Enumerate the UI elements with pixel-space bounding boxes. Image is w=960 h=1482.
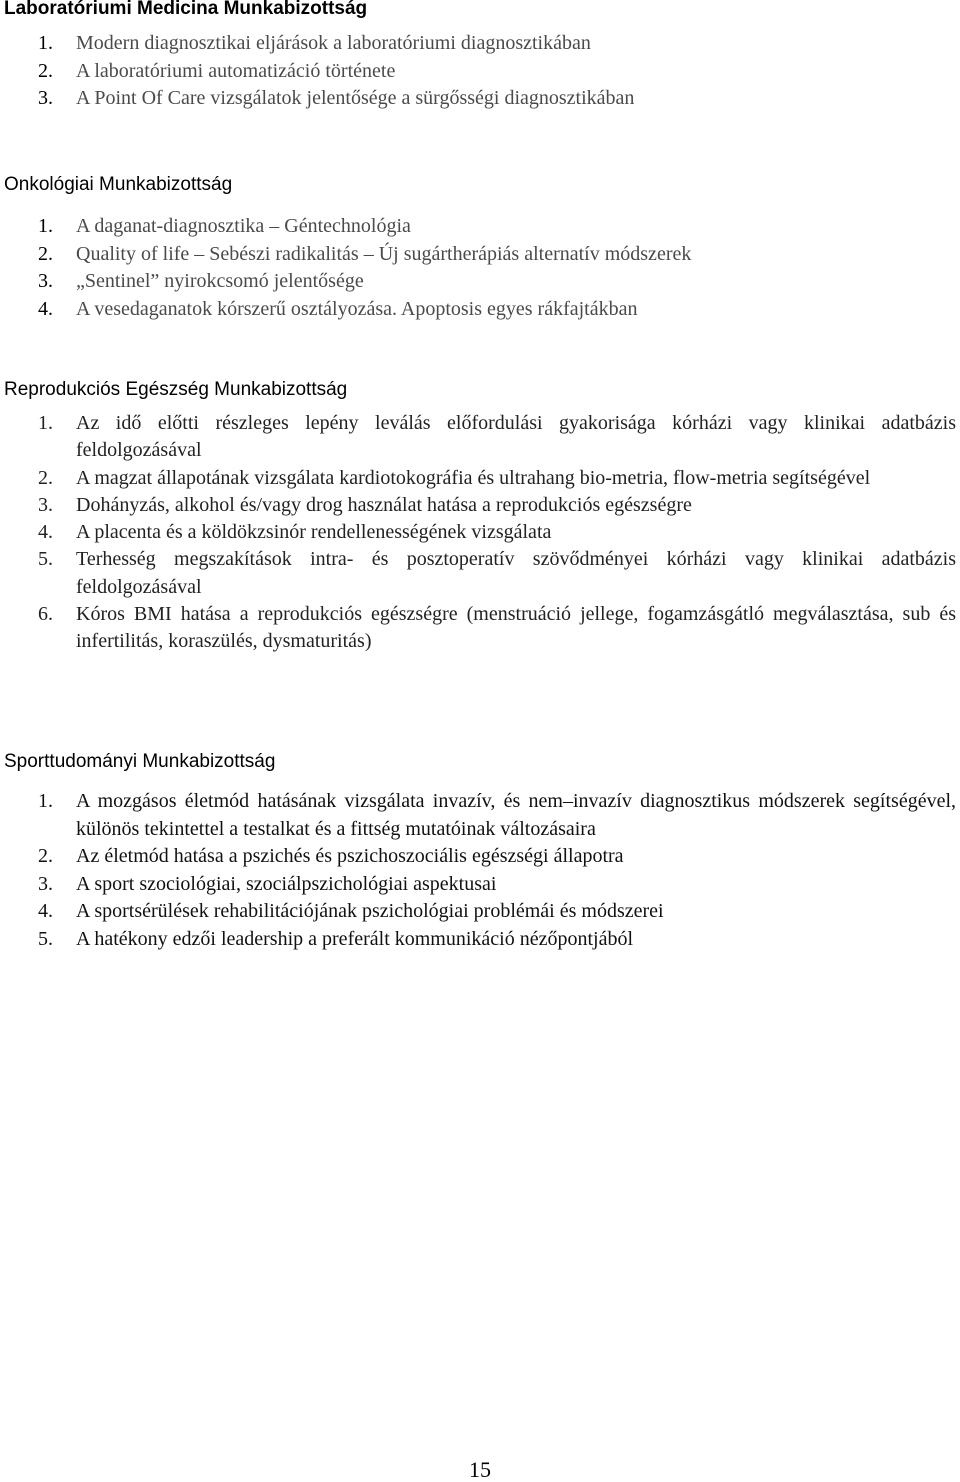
list-item-number: 6. xyxy=(38,603,53,626)
list-item xyxy=(0,843,960,871)
section-title: Reprodukciós Egészség Munkabizottság xyxy=(4,379,348,400)
list-item-text: A mozgásos életmód hatásának vizsgálata invazív, és nem–invazív diagnosztikus módszerek segítségével, különös tekintettel a testalkat és a fittség mutatóinak változásaira xyxy=(76,790,956,840)
topic-list xyxy=(0,30,960,113)
list-item-number: 3. xyxy=(38,87,53,109)
list-item-text: A hatékony edzői leadership a preferált kommunikáció nézőpontjából xyxy=(76,927,634,950)
list-item-text: A placenta és a köldökzsinór rendellenességének vizsgálata xyxy=(76,521,552,544)
list-item-number: 1. xyxy=(38,32,53,54)
list-item-text: Az idő előtti részleges lepény leválás előfordulási gyakorisága kórházi vagy klinikai adatbázis feldolgozásával xyxy=(76,412,956,462)
section-sports-science xyxy=(0,750,960,953)
list-item-text: Terhesség megszakítások intra- és posztoperatív szövődményei kórházi vagy klinikai adatbázis feldolgozásával xyxy=(76,548,956,598)
section-reproductive-health xyxy=(0,378,960,656)
list-item xyxy=(0,492,960,519)
list-item xyxy=(0,546,960,601)
list-item-number: 1. xyxy=(38,215,53,237)
list-item-number: 3. xyxy=(38,872,53,895)
list-item xyxy=(0,788,960,843)
topic-list xyxy=(0,213,960,323)
list-item-number: 2. xyxy=(38,845,53,867)
section-title: Sporttudományi Munkabizottság xyxy=(4,751,276,772)
list-item xyxy=(0,871,960,899)
list-item-number: 4. xyxy=(38,900,53,922)
list-item xyxy=(0,296,960,324)
list-item xyxy=(0,213,960,241)
list-item-text: A sportsérülések rehabilitációjának pszichológiai problémái és módszerei xyxy=(76,900,664,922)
section-laboratory-medicine xyxy=(0,0,960,113)
list-item-number: 2. xyxy=(38,466,53,489)
list-item-text: A laboratóriumi automatizáció története xyxy=(76,59,396,82)
list-item xyxy=(0,30,960,58)
topic-list xyxy=(0,410,960,656)
list-item-number: 1. xyxy=(38,412,53,434)
list-item-text: Kóros BMI hatása a reprodukciós egészségre (menstruáció jellege, fogamzásgátló megválasztása, sub és infertilitás, koraszülés, dysmaturitás) xyxy=(76,603,956,653)
list-item-text: A daganat-diagnosztika – Géntechnológia xyxy=(76,215,411,237)
page-number: 15 xyxy=(469,1457,491,1482)
section-title: Onkológiai Munkabizottság xyxy=(4,174,233,195)
list-item-number: 2. xyxy=(38,242,53,265)
list-item xyxy=(0,465,960,492)
section-title: Laboratóriumi Medicina Munkabizottság xyxy=(4,0,368,19)
list-item-text: „Sentinel” nyirokcsomó jelentősége xyxy=(76,270,364,292)
list-item-text: Modern diagnosztikai eljárások a laboratóriumi diagnosztikában xyxy=(76,32,591,54)
list-item-number: 4. xyxy=(38,297,53,320)
list-item-number: 2. xyxy=(38,59,53,82)
list-item-text: A sport szociológiai, szociálpszichológiai aspektusai xyxy=(76,872,497,895)
list-item xyxy=(0,58,960,86)
list-item-text: Dohányzás, alkohol és/vagy drog használat hatása a reprodukciós egészségre xyxy=(76,493,692,516)
list-item xyxy=(0,601,960,656)
list-item xyxy=(0,519,960,546)
list-item-text: Az életmód hatása a pszichés és pszichoszociális egészségi állapotra xyxy=(76,845,624,867)
topic-list xyxy=(0,788,960,953)
list-item-text: A magzat állapotának vizsgálata kardiotokográfia és ultrahang bio-metria, flow-metria segítségével xyxy=(76,466,871,489)
list-item-text: A Point Of Care vizsgálatok jelentősége a sürgősségi diagnosztikában xyxy=(76,87,635,109)
list-item-number: 4. xyxy=(38,521,53,544)
list-item-number: 5. xyxy=(38,927,53,950)
list-item xyxy=(0,898,960,926)
list-item xyxy=(0,926,960,954)
list-item-number: 3. xyxy=(38,270,53,292)
list-item xyxy=(0,241,960,269)
section-oncology xyxy=(0,173,960,323)
list-item-text: Quality of life – Sebészi radikalitás – Új sugártherápiás alternatív módszerek xyxy=(76,242,692,265)
list-item-number: 5. xyxy=(38,548,53,571)
list-item xyxy=(0,268,960,296)
list-item-number: 3. xyxy=(38,493,53,516)
list-item-text: A vesedaganatok kórszerű osztályozása. Apoptosis egyes rákfajtákban xyxy=(76,297,638,320)
list-item-number: 1. xyxy=(38,790,53,812)
list-item xyxy=(0,85,960,113)
list-item xyxy=(0,410,960,465)
